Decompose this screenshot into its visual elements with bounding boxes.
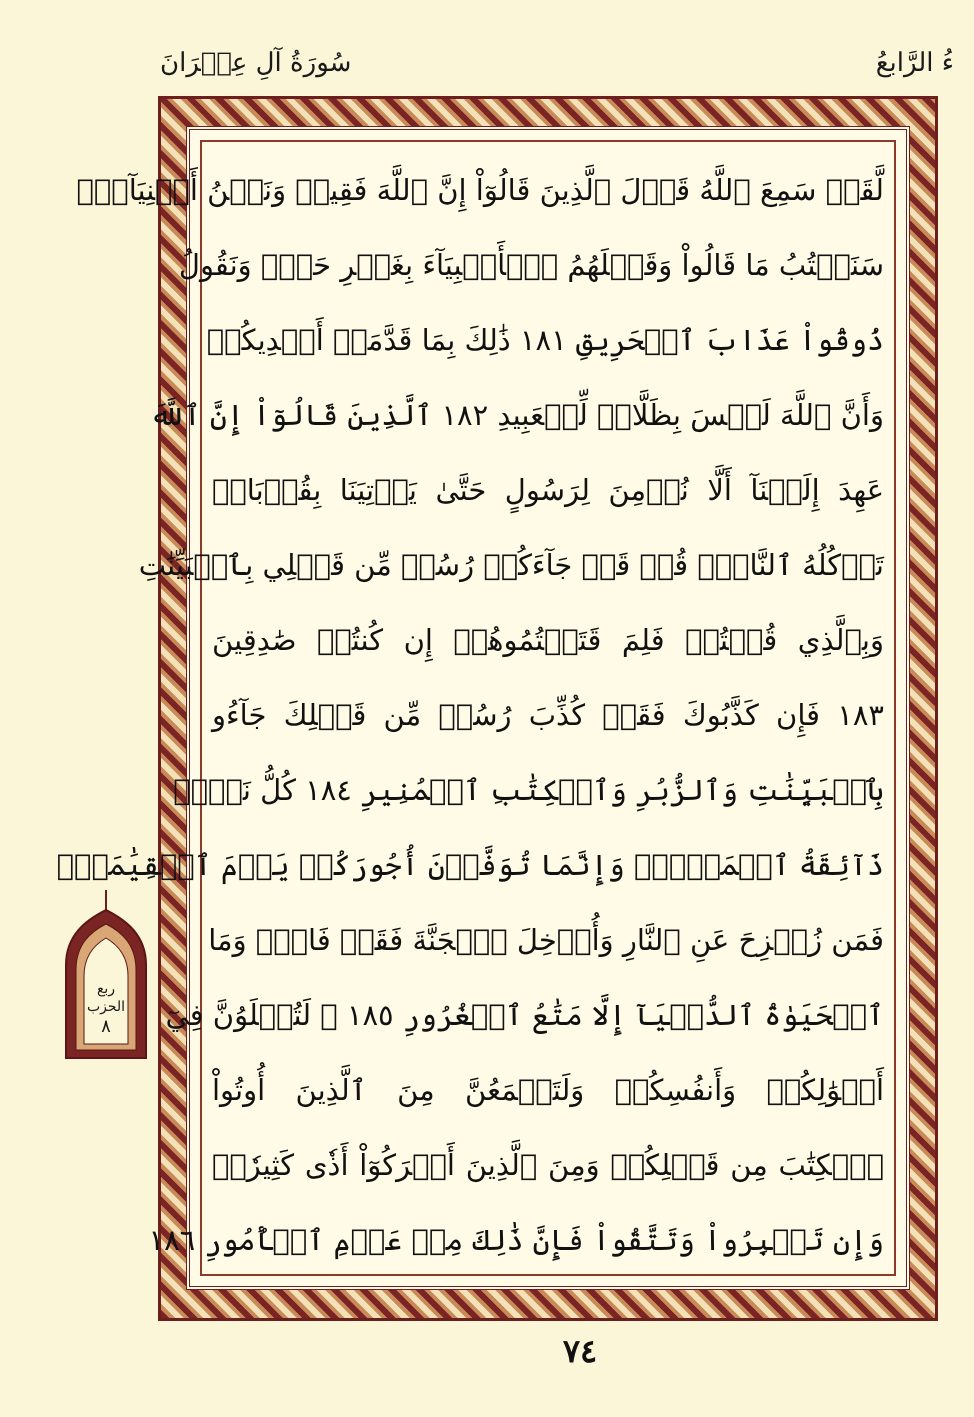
verse-line: فَمَن زُحۡزِحَ عَنِ ٱلنَّارِ وَأُدۡخِلَ ٱلۡجَنَّةَ فَقَدۡ فَازَۗ وَمَا <box>208 923 884 957</box>
hizb-label <box>70 980 142 1036</box>
page-number: ٧٤ <box>562 1332 598 1370</box>
hizb-label-mid: الحزب <box>86 999 126 1015</box>
verse-line: أَمۡوَٰلِكُمۡ وَأَنفُسِكُمۡ وَلَتَسۡمَعُنَّ مِنَ ٱلَّذِينَ أُوتُواْ <box>212 1073 884 1107</box>
verse-line: وَأَنَّ ٱللَّهَ لَيۡسَ بِظَلَّامٖ لِّلۡعَبِيدِ ١٨٢ ٱلَّذِينَ قَالُوٓاْ إِنَّ ٱللَّهَ <box>149 398 884 432</box>
hizb-number: ٨ <box>101 1016 111 1037</box>
juz-name-header: ءُ الرَّابعُ <box>875 48 954 78</box>
verse-line: وَبِٱلَّذِي قُلۡتُمۡ فَلِمَ قَتَلۡتُمُوهُمۡ إِن كُنتُمۡ صَٰدِقِينَ <box>212 623 884 657</box>
verse-line: تَأۡكُلُهُ ٱلنَّارُۗ قُلۡ قَدۡ جَآءَكُمۡ رُسُلٞ مِّن قَبۡلِي بِٱلۡبَيِّنَٰتِ <box>138 548 884 582</box>
verse-line: وَإِن تَصۡبِرُواْ وَتَتَّقُواْ فَإِنَّ ذَٰلِكَ مِنۡ عَزۡمِ ٱلۡأُمُورِ ١٨٦ <box>148 1223 884 1257</box>
verse-line: لَّقَدۡ سَمِعَ ٱللَّهُ قَوۡلَ ٱلَّذِينَ قَالُوٓاْ إِنَّ ٱللَّهَ فَقِيرٞ وَنَحۡنُ أَغۡنِيَآءُۘ <box>76 173 884 207</box>
verse-line: ذَآئِقَةُ ٱلۡمَوۡتِۗ وَإِنَّمَا تُوَفَّوۡنَ أُجُورَكُمۡ يَوۡمَ ٱلۡقِيَٰمَةِۖ <box>56 848 884 882</box>
surah-name-header: سُورَةُ آلِ عِمۡرَانَ <box>160 48 352 78</box>
verse-line: سَنَكۡتُبُ مَا قَالُواْ وَقَتۡلَهُمُ ٱلۡأَنۢبِيَآءَ بِغَيۡرِ حَقّٖ وَنَقُولُ <box>178 248 884 282</box>
hizb-quarter-marker <box>56 872 156 1062</box>
verse-line: ٱلۡكِتَٰبَ مِن قَبۡلِكُمۡ وَمِنَ ٱلَّذِينَ أَشۡرَكُوٓاْ أَذٗى كَثِيرٗاۚ <box>212 1148 884 1182</box>
verse-line: ذُوقُواْ عَذَابَ ٱلۡحَرِيقِ ١٨١ ذَٰلِكَ بِمَا قَدَّمَتۡ أَيۡدِيكُمۡ <box>206 323 884 357</box>
hizb-label-top: ربع <box>96 981 116 997</box>
verse-line: عَهِدَ إِلَيۡنَآ أَلَّا نُؤۡمِنَ لِرَسُولٍ حَتَّىٰ يَأۡتِيَنَا بِقُرۡبَانٖ <box>212 473 884 507</box>
verse-line: بِٱلۡبَيِّنَٰتِ وَٱلزُّبُرِ وَٱلۡكِتَٰبِ ٱلۡمُنِيرِ ١٨٤ كُلُّ نَفۡسٖ <box>173 773 884 807</box>
verse-line: ٱلۡحَيَوٰةُ ٱلدُّنۡيَآ إِلَّا مَتَٰعُ ٱلۡغُرُورِ ١٨٥ ۞ لَتُبۡلَوُنَّ فِيٓ <box>165 998 884 1032</box>
verse-line: ١٨٣ فَإِن كَذَّبُوكَ فَقَدۡ كُذِّبَ رُسُلٞ مِّن قَبۡلِكَ جَآءُو <box>212 698 884 732</box>
